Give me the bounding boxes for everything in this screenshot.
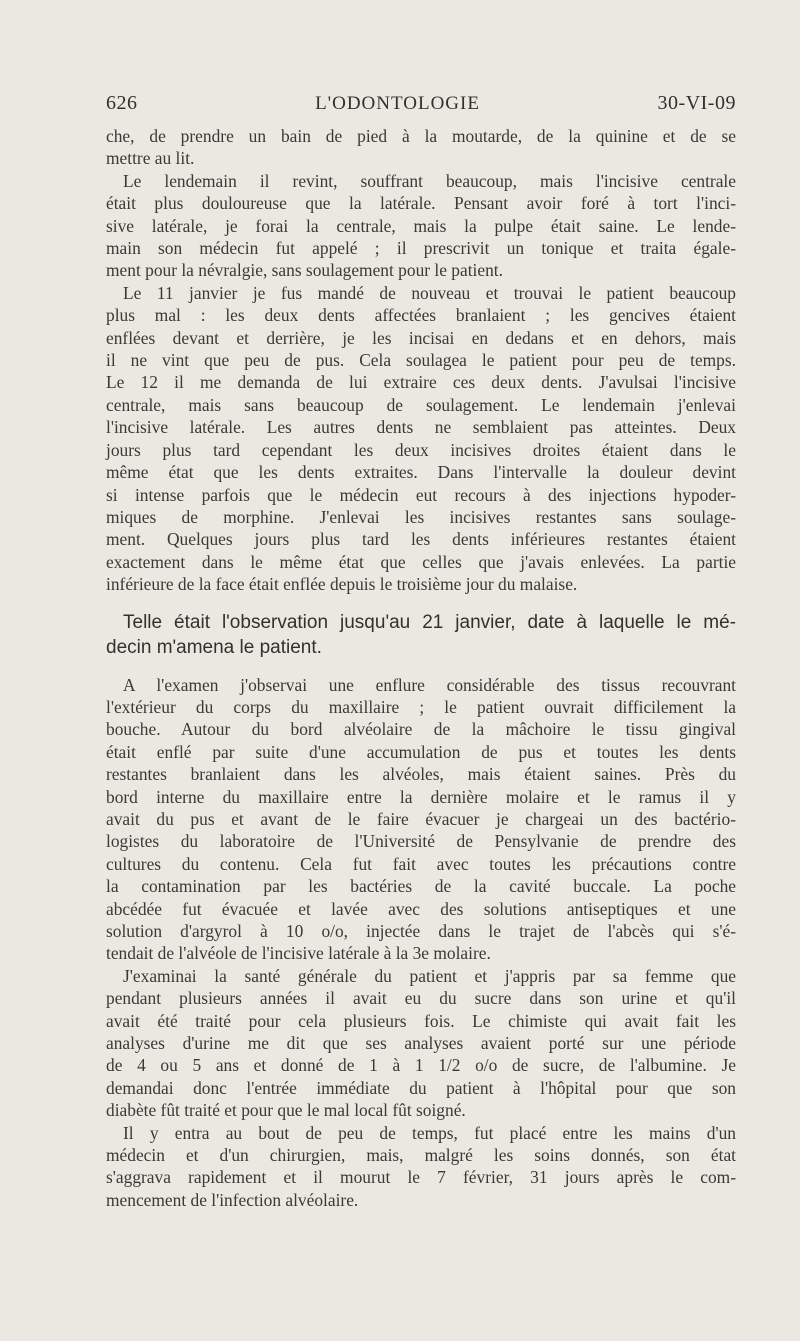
text-line: pendant plusieurs années il avait eu du sucre dans son urine et qu'il [106, 988, 736, 1009]
running-head [106, 92, 736, 115]
text-line: sive latérale, je forai la centrale, mais la pulpe était saine. Le lende- [106, 215, 736, 236]
text-line: Telle était l'observation jusqu'au 21 janvier, date à laquelle le mé- [123, 611, 736, 633]
text-line: restantes branlaient dans les alvéoles, mais étaient saines. Près du [106, 764, 736, 785]
text-line: ment. Quelques jours plus tard les dents inférieures restantes étaient [106, 529, 736, 550]
text-line: ment pour la névralgie, sans soulagement pour le patient. [106, 260, 503, 281]
text-line: Le 11 janvier je fus mandé de nouveau et trouvai le patient beaucoup [123, 282, 736, 303]
paragraph-continuation [106, 125, 736, 170]
issue-date: 30-VI-09 [657, 92, 736, 114]
text-line: avait du pus et avant de le faire évacuer je chargeai un des bactério- [106, 808, 736, 829]
text-line: diabète fût traité et pour que le mal local fût soigné. [106, 1100, 466, 1121]
book-page [106, 92, 736, 1211]
text-line: solution d'argyrol à 10 o/o, injectée dans le trajet de l'abcès qui s'é- [106, 921, 736, 941]
text-line: exactement dans le même état que celles que j'avais enlevées. La partie [106, 551, 736, 572]
text-line: médecin et d'un chirurgien, mais, malgré les soins donnés, son état [106, 1145, 736, 1166]
text-line: la contamination par les bactéries de la cavité buccale. La poche [106, 876, 736, 897]
text-line: même état que les dents extraites. Dans l'intervalle la douleur devint [106, 462, 736, 483]
text-line: tendait de l'alvéole de l'incisive latérale à la 3e molaire. [106, 943, 491, 964]
paragraph-examen [106, 674, 736, 965]
text-line: si intense parfois que le médecin eut recours à des injections hypoder- [106, 484, 736, 505]
text-line: A l'examen j'observai une enflure considérable des tissus recouvrant [123, 674, 736, 695]
text-line: l'extérieur du corps du maxillaire ; le patient ouvrait difficilement la [106, 696, 736, 717]
paragraph-11-janvier [106, 282, 736, 596]
text-line: s'aggrava rapidement et il mourut le 7 février, 31 jours après le com- [106, 1167, 736, 1188]
text-line: miques de morphine. J'enlevai les incisives restantes sans soulage- [106, 506, 736, 527]
text-line: centrale, mais sans beaucoup de soulagement. Le lendemain j'enlevai [106, 394, 736, 415]
paragraph-observation-note [106, 610, 736, 660]
text-line: il ne vint que peu de pus. Cela soulagea le patient pour peu de temps. [106, 350, 736, 371]
text-line: mencement de l'infection alvéolaire. [106, 1189, 359, 1210]
text-line: demandai donc l'entrée immédiate du patient à l'hôpital pour que son [106, 1077, 736, 1098]
text-line: abcédée fut évacuée et lavée avec des solutions antiseptiques et une [106, 898, 736, 919]
paragraph-hopital [106, 1122, 736, 1212]
text-line: jours plus tard cependant les deux incisives droites étaient dans le [106, 439, 736, 460]
text-line: enflées devant et derrière, je les incisai en dedans et en dehors, mais [106, 327, 736, 348]
paragraph-lendemain [106, 170, 736, 282]
text-line: était plus douloureuse que la latérale. Pensant avoir foré à tort l'inci- [106, 193, 736, 214]
text-line: avait été traité pour cela plusieurs fois. Le chimiste qui avait fait les [106, 1010, 736, 1031]
text-line: main son médecin fut appelé ; il prescrivit un tonique et traita égale- [106, 238, 736, 259]
text-line: cultures du contenu. Cela fut fait avec toutes les précautions contre [106, 853, 736, 874]
text-line: logistes du laboratoire de l'Université de Pensylvanie de prendre des [106, 831, 736, 852]
text-line: Le 12 il me demanda de lui extraire ces deux dents. J'avulsai l'incisive [106, 372, 736, 393]
text-line: decin m'amena le patient. [106, 636, 322, 658]
page-number: 626 [106, 92, 138, 114]
text-line: analyses d'urine me dit que ses analyses avaient porté sur une période [106, 1033, 736, 1054]
text-line: bouche. Autour du bord alvéolaire de la mâchoire le tissu gingival [106, 719, 736, 740]
text-line: inférieure de la face était enflée depuis le troisième jour du malaise. [106, 574, 578, 595]
text-line: Le lendemain il revint, souffrant beaucoup, mais l'incisive centrale [123, 170, 736, 191]
journal-title: L'ODONTOLOGIE [315, 93, 480, 114]
text-line: bord interne du maxillaire entre la dernière molaire et le ramus il y [106, 786, 736, 807]
text-line: l'incisive latérale. Les autres dents ne semblaient pas atteintes. Deux [106, 417, 736, 438]
text-line: était enflé par suite d'une accumulation de pus et toutes les dents [106, 741, 736, 762]
text-line: Il y entra au bout de peu de temps, fut placé entre les mains d'un [123, 1122, 736, 1143]
text-line: plus mal : les deux dents affectées branlaient ; les gencives étaient [106, 305, 736, 326]
text-line: de 4 ou 5 ans et donné de 1 à 1 1/2 o/o de sucre, de l'albumine. Je [106, 1055, 736, 1076]
text-line: che, de prendre un bain de pied à la moutarde, de la quinine et de se [106, 126, 736, 146]
text-line: J'examinai la santé générale du patient et j'appris par sa femme que [123, 965, 736, 986]
text-line: mettre au lit. [106, 148, 195, 169]
paragraph-sante-generale [106, 965, 736, 1122]
